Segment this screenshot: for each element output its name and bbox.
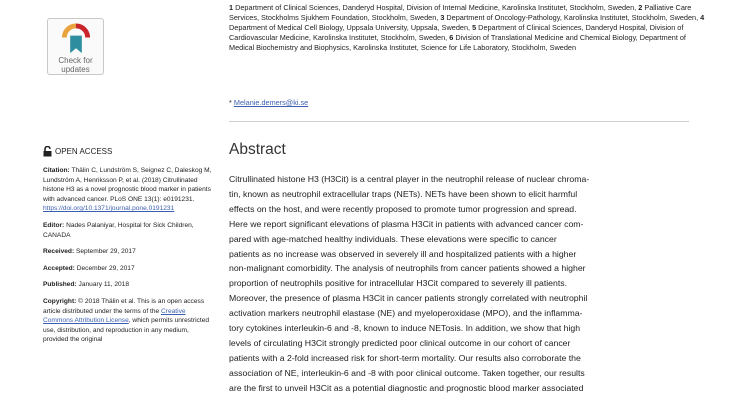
abstract-line: tory cytokines interleukin-6 and -8, known to induce NETosis. In addition, we show that high: [229, 323, 581, 334]
affil-num-6: 6: [449, 32, 454, 42]
abstract-line: Citrullinated histone H3 (H3Cit) is a central player in the neutrophil release of nuclear chroma-: [229, 174, 590, 184]
abstract-line: association of NE, interleukin-6 and -8 with poor clinical outcome. Taken together, our results: [229, 367, 585, 378]
badge-line-2: updates: [61, 64, 90, 74]
abstract-line: are the first to unveil H3Cit as a potential diagnostic and prognostic blood marker associated: [229, 382, 584, 393]
abstract-line: tin, known as neutrophil extracellular traps (NETs). NETs have been shown to elicit harmful: [229, 188, 578, 199]
received-label: Received:: [43, 248, 75, 256]
accepted-block: [43, 264, 215, 274]
open-lock-icon: [43, 146, 52, 157]
accepted-text: December 29, 2017: [74, 264, 135, 272]
affil-text-3: Department of Oncology-Pathology, Karolinska Institutet, Stockholm, Sweden,: [444, 12, 701, 22]
accepted-label: Accepted:: [43, 264, 75, 272]
article-info-sidebar: [43, 166, 215, 352]
affil-num-5: 5: [472, 22, 477, 32]
abstract-line: effects on the host, and were recently proposed to promote tumor progression and spread.: [229, 203, 577, 214]
citation-block: [43, 166, 215, 214]
citation-doi-link[interactable]: https://doi.org/10.1371/journal.pone.0191231: [43, 205, 175, 213]
copyright-text-2: , which permits unrestricted use, distribution, and reproduction in any medium, provided the original: [43, 317, 210, 344]
editor-block: [43, 221, 215, 240]
check-for-updates-badge[interactable]: [47, 18, 104, 75]
abstract-line: Here we report significant elevations of plasma H3Cit in patients with advanced cancer com-: [229, 218, 584, 229]
abstract-line: levels of circulating H3Cit strongly predicted poor clinical outcome in our cohort of cancer: [229, 337, 571, 348]
affil-text-5: Department of Clinical Sciences, Danderyd Hospital, Division of Cardiovascular Medicine, Karolinska Institutet, Stockholm, Sweden,: [229, 22, 684, 42]
email-prefix: *: [229, 98, 234, 107]
badge-line-1: Check for: [58, 56, 93, 65]
abstract-line: Moreover, the presence of plasma H3Cit in cancer patients strongly correlated with neutrophil: [229, 293, 588, 304]
abstract-line: activation markers neutrophil elastase (NE) and myeloperoxidase (MPO), and the inflamma-: [229, 308, 583, 319]
abstract-line: patients as no increase was observed in severely ill and hospitalized patients with a higher: [229, 248, 577, 259]
citation-text: Thälin C, Lundström S, Seignez C, Daleskog M, Lundström A, Henriksson P, et al. (2018) Citrullinated histone H3 as a novel prognostic blood marker in patients with advanced cancer. PLoS ONE 13(1): e0191231.: [43, 167, 212, 203]
affil-text-4: Department of Medical Cell Biology, Uppsala University, Uppsala, Sweden,: [229, 22, 473, 32]
abstract-line: patients with a 2-fold increased risk for short-term mortality. Our results also corroborate the: [229, 352, 581, 363]
abstract-line: non-malignant comorbidity. The analysis of neutrophils from cancer patients showed a higher: [229, 263, 586, 274]
editor-text: Nades Palaniyar, Hospital for Sick Children, CANADA: [43, 221, 194, 239]
open-access-label: OPEN ACCESS: [55, 147, 113, 156]
affil-text-2: Palliative Care Services, Stockholms Sjukhem Foundation, Stockholm, Sweden,: [229, 3, 692, 22]
abstract-body: [229, 172, 699, 396]
published-label: Published:: [43, 281, 77, 289]
affil-text-1: Department of Clinical Sciences, Danderyd Hospital, Division of Internal Medicine, Karolinska Institutet, Stockholm, Sweden,: [233, 3, 639, 12]
affil-num-3: 3: [440, 12, 445, 22]
license-link[interactable]: Creative Commons Attribution License: [43, 307, 186, 325]
abstract-heading: Abstract: [229, 141, 286, 158]
corresponding-email: [229, 98, 308, 107]
published-text: January 11, 2018: [76, 281, 130, 289]
received-block: [43, 247, 215, 257]
citation-label: Citation:: [43, 167, 70, 174]
affiliations: [229, 3, 709, 53]
published-block: [43, 280, 215, 290]
editor-label: Editor:: [43, 221, 65, 229]
check-for-updates-icon: [61, 23, 91, 56]
affil-num-1: 1: [229, 3, 234, 12]
affil-text-6: Division of Translational Medicine and Chemical Biology, Department of Medical Biochemistry and Biophysics, Karolinska Institutet, Science for Life Laboratory, Stockholm, Sweden: [229, 32, 686, 52]
open-access: [43, 146, 112, 157]
email-link[interactable]: Melanie.demers@ki.se: [233, 98, 309, 107]
copyright-block: [43, 297, 215, 345]
abstract-line: pared with age-matched healthy individuals. These elevations were specific to cancer: [229, 233, 557, 244]
affil-num-4: 4: [700, 12, 705, 22]
affil-num-2: 2: [638, 3, 643, 12]
copyright-label: Copyright:: [43, 297, 77, 305]
copyright-text: © 2018 Thälin et al. This is an open access article distributed under the terms of the: [43, 297, 205, 315]
header-divider: [229, 121, 689, 122]
received-text: September 29, 2017: [74, 248, 136, 256]
abstract-line: proportion of neutrophils positive for intracellular H3Cit compared to severely ill patients.: [229, 278, 568, 289]
